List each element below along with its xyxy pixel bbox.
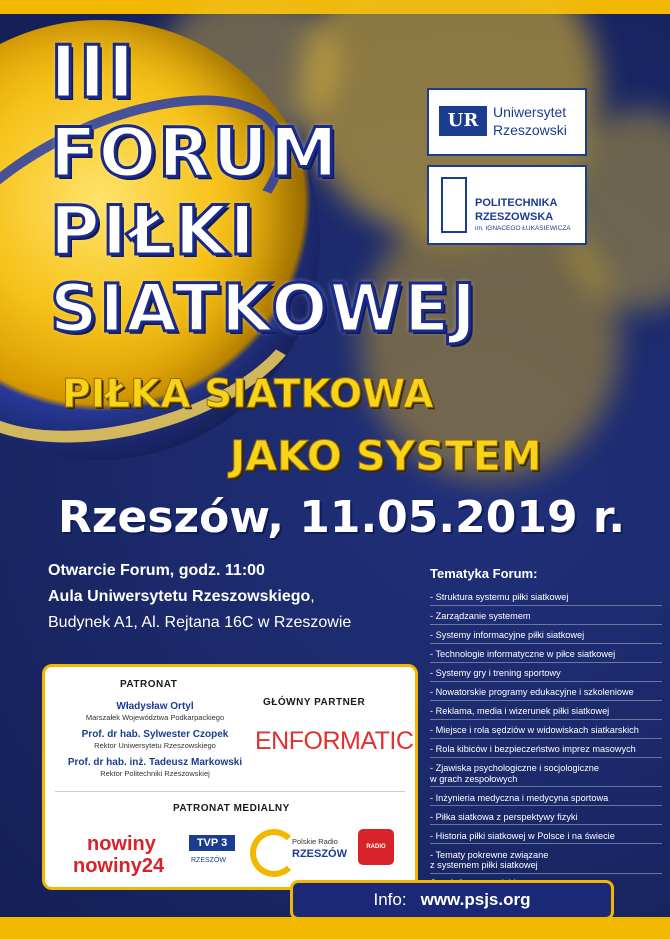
topic-item: - Technologie informatyczne w piłce siatkowej	[430, 647, 662, 663]
topic-item: - Historia piłki siatkowej w Polsce i na świecie	[430, 829, 662, 845]
tvp3-logo: TVP 3	[189, 835, 235, 851]
venue-aula-comma: ,	[310, 588, 315, 605]
title-line-1: III	[50, 30, 137, 114]
title-line-3: PIŁKI	[50, 192, 257, 271]
topic-item: - Zjawiska psychologiczne i socjologiczne w grach zespołowych	[430, 761, 662, 787]
pr-name-line-2: RZESZOWSKA	[475, 211, 554, 223]
pr-name-line-3: im. IGNACEGO ŁUKASIEWICZA	[475, 225, 571, 232]
bottom-yellow-bar	[0, 917, 670, 939]
uniwersytet-rzeszowski-logo	[427, 88, 587, 156]
nowiny-logo: nowiny	[87, 833, 156, 855]
pr-mark-icon	[441, 177, 467, 233]
polskie-radio-icon	[250, 829, 298, 877]
polskie-radio-name: Polskie Radio	[292, 837, 338, 846]
venue-address: Budynek A1, Al. Rejtana 16C w Rzeszowie	[48, 614, 352, 631]
ur-name-line-2: Rzeszowski	[493, 122, 567, 138]
nowiny24-logo: nowiny24	[73, 855, 165, 877]
patron-role: Rektor Uniwersytetu Rzeszowskiego	[94, 741, 216, 750]
patron-role: Marszałek Województwa Podkarpackiego	[85, 713, 225, 722]
topics-heading: Tematyka Forum:	[430, 566, 538, 581]
venue-aula-name: Aula Uniwersytetu Rzeszowskiego	[48, 588, 311, 605]
patron-name: Prof. dr hab. Sylwester Czopek	[81, 729, 229, 740]
topics-list	[430, 566, 662, 889]
title-line-2: FORUM	[50, 114, 340, 193]
polskie-radio-city: RZESZÓW	[292, 848, 347, 860]
radio-rzeszow-logo: RADIO	[358, 829, 394, 865]
politechnika-rzeszowska-logo	[427, 165, 587, 245]
topic-item: - Piłka siatkowa z perspektywy fizyki	[430, 810, 662, 826]
patronage-panel	[42, 664, 418, 890]
topic-item: - Nowatorskie programy edukacyjne i szkoleniowe	[430, 685, 662, 701]
venue-aula	[48, 588, 315, 606]
media-patronage-heading: PATRONAT MEDIALNY	[173, 803, 290, 814]
pr-name-line-1: POLITECHNIKA	[475, 197, 558, 209]
topic-item: - Inżynieria medyczna i medycyna sportowa	[430, 791, 662, 807]
topic-item: - Systemy informacyjne piłki siatkowej	[430, 628, 662, 644]
patron-role: Rektor Politechniki Rzeszowskiej	[100, 769, 210, 778]
tvp3-subtitle: RZESZÓW	[191, 857, 226, 864]
patronat-heading: PATRONAT	[120, 679, 178, 690]
ur-name-line-1: Uniwersytet	[493, 104, 567, 120]
title-line-4: SIATKOWEJ	[50, 270, 478, 347]
topic-item: - Miejsce i rola sędziów w widowiskach siatkarskich	[430, 723, 662, 739]
subtitle-line-1: PIŁKA SIATKOWA	[62, 372, 434, 417]
info-bar	[290, 880, 614, 920]
patron-name: Prof. dr hab. inż. Tadeusz Markowski	[67, 757, 243, 768]
event-date: Rzeszów, 11.05.2019 r.	[58, 492, 626, 543]
website-link[interactable]: www.psjs.org	[420, 890, 531, 909]
ur-mark-icon: UR	[439, 106, 487, 136]
topic-item: - Reklama, media i wizerunek piłki siatkowej	[430, 704, 662, 720]
enformatic-logo: ENFORMATIC	[255, 727, 414, 755]
main-partner-heading: GŁÓWNY PARTNER	[263, 697, 366, 708]
topic-item: - Zarządzanie systemem	[430, 609, 662, 625]
subtitle-line-2: JAKO SYSTEM	[230, 432, 542, 480]
patron-name: Władysław Ortyl	[116, 701, 194, 712]
panel-divider	[55, 791, 405, 792]
topic-item: - Struktura systemu piłki siatkowej	[430, 590, 662, 606]
topic-item: - Tematy pokrewne związane z systemem piłki siatkowej	[430, 848, 662, 874]
topic-item: - Rola kibiców i bezpieczeństwo imprez masowych	[430, 742, 662, 758]
info-label: Info:	[373, 890, 407, 909]
topic-item: - Systemy gry i trening sportowy	[430, 666, 662, 682]
opening-time: Otwarcie Forum, godz. 11:00	[48, 562, 265, 579]
